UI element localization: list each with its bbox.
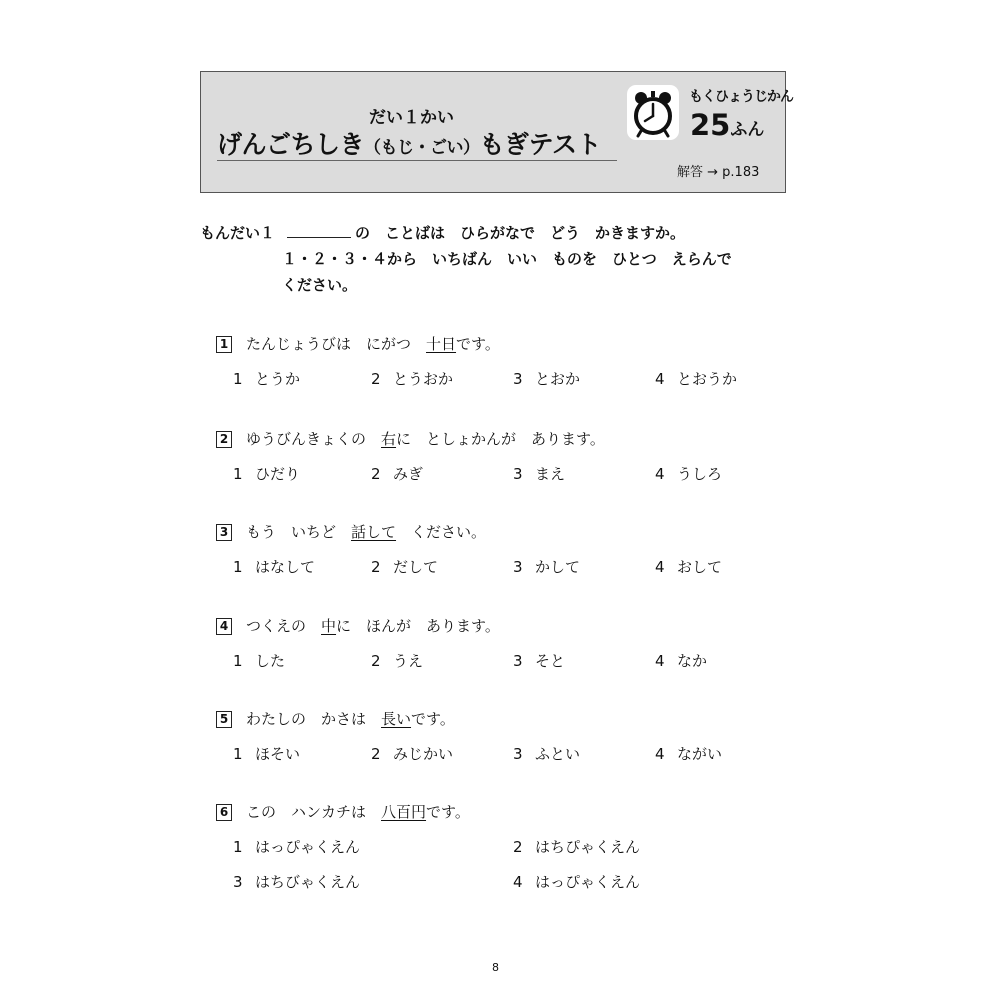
option-text: はなして: [255, 558, 316, 576]
option-number: 1: [233, 838, 243, 856]
question-text-after: です。: [411, 710, 455, 728]
option-text: ながい: [677, 745, 723, 763]
instruction-text-1: の ことばは ひらがなで どう かきますか。: [355, 224, 686, 242]
option-number: 3: [513, 558, 523, 576]
problem-label: もんだい１: [200, 224, 276, 242]
answer-option[interactable]: [233, 871, 360, 892]
option-text: とうか: [255, 370, 301, 388]
underlined-word: 八百円: [381, 803, 427, 821]
option-text: とうおか: [393, 370, 454, 388]
answer-option[interactable]: [371, 556, 438, 577]
option-text: うしろ: [677, 465, 723, 483]
alarm-clock-icon: [627, 85, 679, 140]
answer-option[interactable]: [513, 650, 565, 671]
instruction-line-3: ください。: [282, 276, 358, 294]
answer-option[interactable]: [513, 743, 580, 764]
question-number: 3: [216, 524, 232, 541]
option-text: なか: [677, 652, 708, 670]
question-number: 1: [216, 336, 232, 353]
answer-reference: 解答 → p.183: [677, 165, 760, 180]
header-box: [200, 71, 793, 193]
option-number: 4: [655, 652, 665, 670]
question-number: 6: [216, 804, 232, 821]
option-number: 3: [513, 465, 523, 483]
option-number: 2: [371, 370, 381, 388]
option-text: した: [255, 652, 286, 670]
question-text-after: です。: [456, 335, 500, 353]
answer-option[interactable]: [233, 743, 300, 764]
answer-option[interactable]: [233, 368, 300, 389]
answer-option[interactable]: [513, 368, 580, 389]
option-number: 4: [655, 745, 665, 763]
question-number: 5: [216, 711, 232, 728]
option-text: とおか: [535, 370, 581, 388]
option-text: うえ: [393, 652, 424, 670]
option-number: 2: [371, 745, 381, 763]
time-unit: ふん: [730, 120, 765, 140]
answer-option[interactable]: [513, 836, 640, 857]
option-text: かして: [535, 558, 581, 576]
option-number: 1: [233, 465, 243, 483]
option-text: ほそい: [255, 745, 301, 763]
question-6: [216, 801, 470, 822]
option-number: 1: [233, 558, 243, 576]
question-number: 2: [216, 431, 232, 448]
option-number: 4: [655, 558, 665, 576]
answer-option[interactable]: [655, 463, 722, 484]
question-text-after: ください。: [396, 523, 487, 541]
option-text: はちぴゃくえん: [535, 838, 641, 856]
answer-option[interactable]: [371, 368, 453, 389]
question-number: 4: [216, 618, 232, 635]
question-text-before: この ハンカチは: [246, 803, 382, 821]
option-number: 1: [233, 370, 243, 388]
title-main-2: もぎテスト: [479, 130, 602, 159]
question-1: [216, 333, 500, 354]
question-text-after: に ほんが あります。: [336, 617, 500, 635]
answer-option[interactable]: [513, 871, 640, 892]
question-text-before: つくえの: [246, 617, 322, 635]
answer-option[interactable]: [233, 650, 285, 671]
option-text: みぎ: [393, 465, 424, 483]
option-text: そと: [535, 652, 566, 670]
instruction-line-1: [200, 222, 685, 243]
option-number: 3: [513, 745, 523, 763]
option-text: ふとい: [535, 745, 581, 763]
answer-blank: [287, 224, 351, 238]
option-number: 3: [513, 652, 523, 670]
page-number: 8: [492, 961, 499, 974]
answer-option[interactable]: [655, 556, 722, 577]
answer-option[interactable]: [233, 836, 360, 857]
title-paren: （もじ・ごい）: [364, 138, 480, 158]
answer-option[interactable]: [513, 556, 580, 577]
option-text: とおうか: [677, 370, 738, 388]
question-text-before: たんじょうびは にがつ: [246, 335, 427, 353]
question-5: [216, 708, 455, 729]
option-number: 2: [371, 652, 381, 670]
answer-option[interactable]: [513, 463, 565, 484]
answer-option[interactable]: [655, 650, 707, 671]
option-number: 4: [655, 465, 665, 483]
question-text-after: に としょかんが あります。: [396, 430, 605, 448]
option-number: 2: [371, 465, 381, 483]
underlined-word: 中: [321, 617, 337, 635]
underlined-word: 右: [381, 430, 397, 448]
option-text: はっぴゃくえん: [535, 873, 641, 891]
instruction-line-2: １・２・３・４から いちばん いい ものを ひとつ えらんで: [282, 250, 732, 268]
underlined-word: 話して: [351, 523, 397, 541]
target-time-value: [690, 108, 764, 142]
question-4: [216, 615, 500, 636]
answer-option[interactable]: [655, 743, 722, 764]
option-number: 2: [371, 558, 381, 576]
test-title: [217, 125, 601, 161]
test-subtitle: だい１かい: [369, 108, 454, 128]
target-time-label: もくひょうじかん: [689, 89, 793, 105]
question-2: [216, 428, 605, 449]
question-3: [216, 521, 486, 542]
underlined-word: 十日: [426, 335, 457, 353]
option-number: 1: [233, 652, 243, 670]
time-number: 25: [690, 108, 731, 142]
title-underline: [217, 160, 617, 161]
answer-option[interactable]: [371, 650, 423, 671]
option-number: 3: [233, 873, 243, 891]
option-number: 2: [513, 838, 523, 856]
option-number: 4: [655, 370, 665, 388]
answer-option[interactable]: [233, 556, 315, 577]
answer-option[interactable]: [233, 463, 300, 484]
option-number: 4: [513, 873, 523, 891]
underlined-word: 長い: [381, 710, 412, 728]
option-text: だして: [393, 558, 439, 576]
option-text: ひだり: [255, 465, 301, 483]
option-number: 3: [513, 370, 523, 388]
option-text: はちびゃくえん: [255, 873, 361, 891]
option-text: みじかい: [393, 745, 454, 763]
question-text-before: ゆうびんきょくの: [246, 430, 382, 448]
question-text-before: わたしの かさは: [246, 710, 382, 728]
question-text-before: もう いちど: [246, 523, 352, 541]
answer-option[interactable]: [371, 743, 453, 764]
title-main-1: げんごちしき: [217, 130, 365, 159]
answer-option[interactable]: [371, 463, 423, 484]
question-text-after: です。: [426, 803, 470, 821]
option-text: おして: [677, 558, 723, 576]
option-text: まえ: [535, 465, 566, 483]
option-text: はっぴゃくえん: [255, 838, 361, 856]
answer-option[interactable]: [655, 368, 737, 389]
option-number: 1: [233, 745, 243, 763]
